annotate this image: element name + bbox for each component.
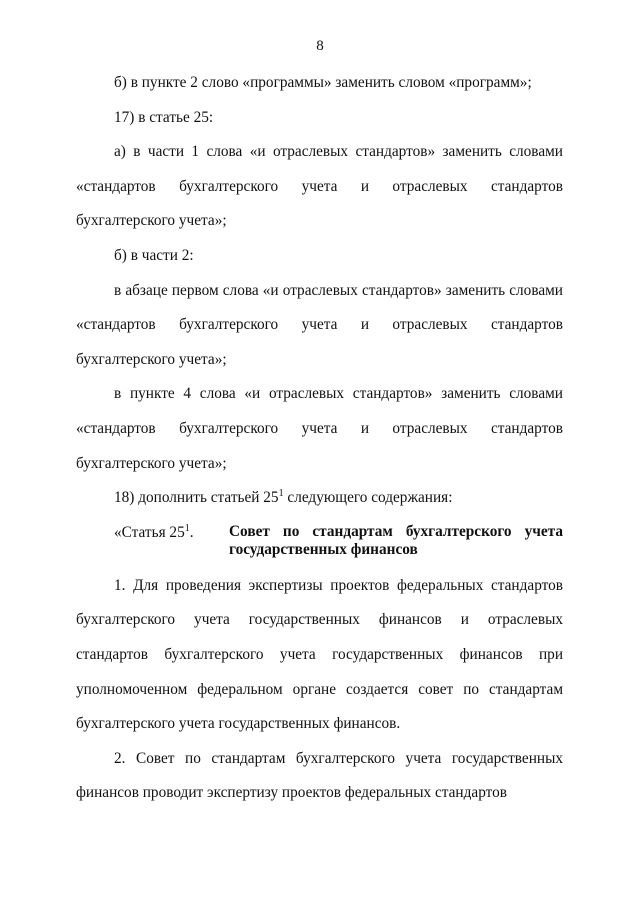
- add-article-superscript: 1: [278, 488, 284, 500]
- article-label-superscript: 1: [184, 522, 190, 534]
- paragraph-part-1-replacement: а) в части 1 слова «и отраслевых стандартов» заменить словами «стандартов бухгалтерского учета и отраслевых стандартов бухгалтерского учета»;: [76, 143, 563, 230]
- paragraph-add-article-25-1: [76, 481, 563, 516]
- add-article-suffix: следующего содержания:: [283, 489, 453, 507]
- article-paragraph-1: 1. Для проведения экспертизы проектов федеральных стандартов бухгалтерского учета государственных финансов и отраслевых стандартов бухгалтерского учета государственных финансов при уполномоченном федеральном органе создается совет по стандартам бухгалтерского учета государственных финансов.: [76, 576, 563, 733]
- article-label: [76, 523, 229, 559]
- article-title: Совет по стандартам бухгалтерского учета государственных финансов: [229, 522, 563, 558]
- article-paragraph-2: 2. Совет по стандартам бухгалтерского учета государственных финансов проводит экспертизу проектов федеральных стандартов: [76, 749, 563, 802]
- paragraph-point-4-replacement: в пункте 4 слова «и отраслевых стандартов» заменить словами «стандартов бухгалтерского учета и отраслевых стандартов бухгалтерского учета»;: [76, 385, 563, 472]
- paragraph-item-b-program: б) в пункте 2 слово «программы» заменить словом «программ»;: [114, 74, 532, 91]
- article-label-prefix: «Статья 25: [114, 523, 185, 541]
- paragraph-article-25-intro: 17) в статье 25:: [114, 108, 214, 126]
- paragraph-first-subparagraph-replacement: в абзаце первом слова «и отраслевых стандартов» заменить словами «стандартов бухгалтерского учета и отраслевых стандартов бухгалтерского учета»;: [76, 281, 563, 368]
- add-article-prefix: 18) дополнить статьей 25: [114, 489, 279, 507]
- document-body: [76, 66, 563, 811]
- page-number: 8: [316, 38, 324, 54]
- article-heading: [76, 523, 563, 559]
- paragraph-part-2-intro: б) в части 2:: [114, 246, 194, 264]
- article-label-suffix: .: [189, 523, 194, 541]
